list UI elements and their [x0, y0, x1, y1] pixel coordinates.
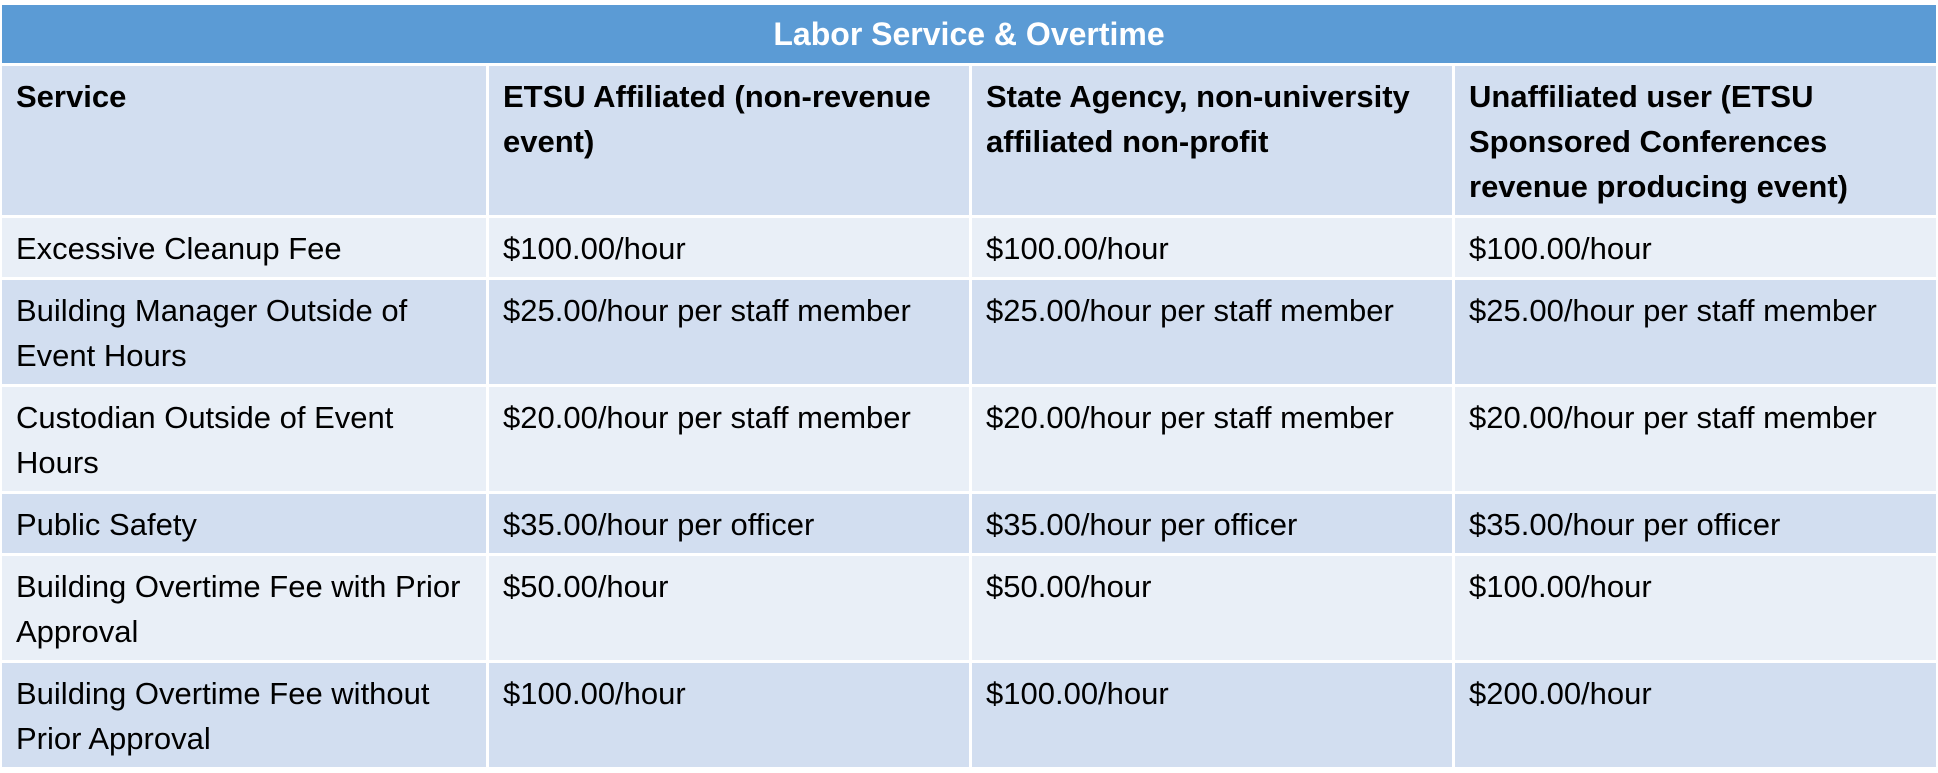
etsu-affiliated-rate-cell: $25.00/hour per staff member: [486, 280, 969, 387]
table-row: [2, 663, 1936, 770]
service-cell: Public Safety: [2, 494, 486, 556]
unaffiliated-rate-cell: $25.00/hour per staff member: [1452, 280, 1936, 387]
etsu-affiliated-rate-cell: $100.00/hour: [486, 218, 969, 280]
service-cell: Custodian Outside of Event Hours: [2, 387, 486, 494]
unaffiliated-rate-cell: $20.00/hour per staff member: [1452, 387, 1936, 494]
fee-table-container: [2, 5, 1936, 770]
service-cell: Building Overtime Fee with Prior Approval: [2, 556, 486, 663]
etsu-affiliated-rate-cell: $100.00/hour: [486, 663, 969, 770]
service-cell: Excessive Cleanup Fee: [2, 218, 486, 280]
service-cell: Building Manager Outside of Event Hours: [2, 280, 486, 387]
column-header-unaffiliated-user: Unaffiliated user (ETSU Sponsored Conferences revenue producing event): [1452, 66, 1936, 218]
etsu-affiliated-rate-cell: $20.00/hour per staff member: [486, 387, 969, 494]
state-agency-rate-cell: $50.00/hour: [969, 556, 1452, 663]
column-header-etsu-affiliated: ETSU Affiliated (non-revenue event): [486, 66, 969, 218]
etsu-affiliated-rate-cell: $35.00/hour per officer: [486, 494, 969, 556]
table-row: [2, 556, 1936, 663]
column-header-state-agency: State Agency, non-university affiliated non-profit: [969, 66, 1452, 218]
service-cell: Building Overtime Fee without Prior Approval: [2, 663, 486, 770]
state-agency-rate-cell: $35.00/hour per officer: [969, 494, 1452, 556]
table-title-row: [2, 5, 1936, 66]
state-agency-rate-cell: $25.00/hour per staff member: [969, 280, 1452, 387]
state-agency-rate-cell: $100.00/hour: [969, 218, 1452, 280]
state-agency-rate-cell: $20.00/hour per staff member: [969, 387, 1452, 494]
etsu-affiliated-rate-cell: $50.00/hour: [486, 556, 969, 663]
unaffiliated-rate-cell: $200.00/hour: [1452, 663, 1936, 770]
column-header-service: Service: [2, 66, 486, 218]
table-row: [2, 494, 1936, 556]
table-title: Labor Service & Overtime: [2, 5, 1936, 66]
table-row: [2, 387, 1936, 494]
state-agency-rate-cell: $100.00/hour: [969, 663, 1452, 770]
labor-service-table: [2, 5, 1936, 770]
unaffiliated-rate-cell: $35.00/hour per officer: [1452, 494, 1936, 556]
table-row: [2, 280, 1936, 387]
table-header-row: [2, 66, 1936, 218]
table-row: [2, 218, 1936, 280]
unaffiliated-rate-cell: $100.00/hour: [1452, 556, 1936, 663]
unaffiliated-rate-cell: $100.00/hour: [1452, 218, 1936, 280]
